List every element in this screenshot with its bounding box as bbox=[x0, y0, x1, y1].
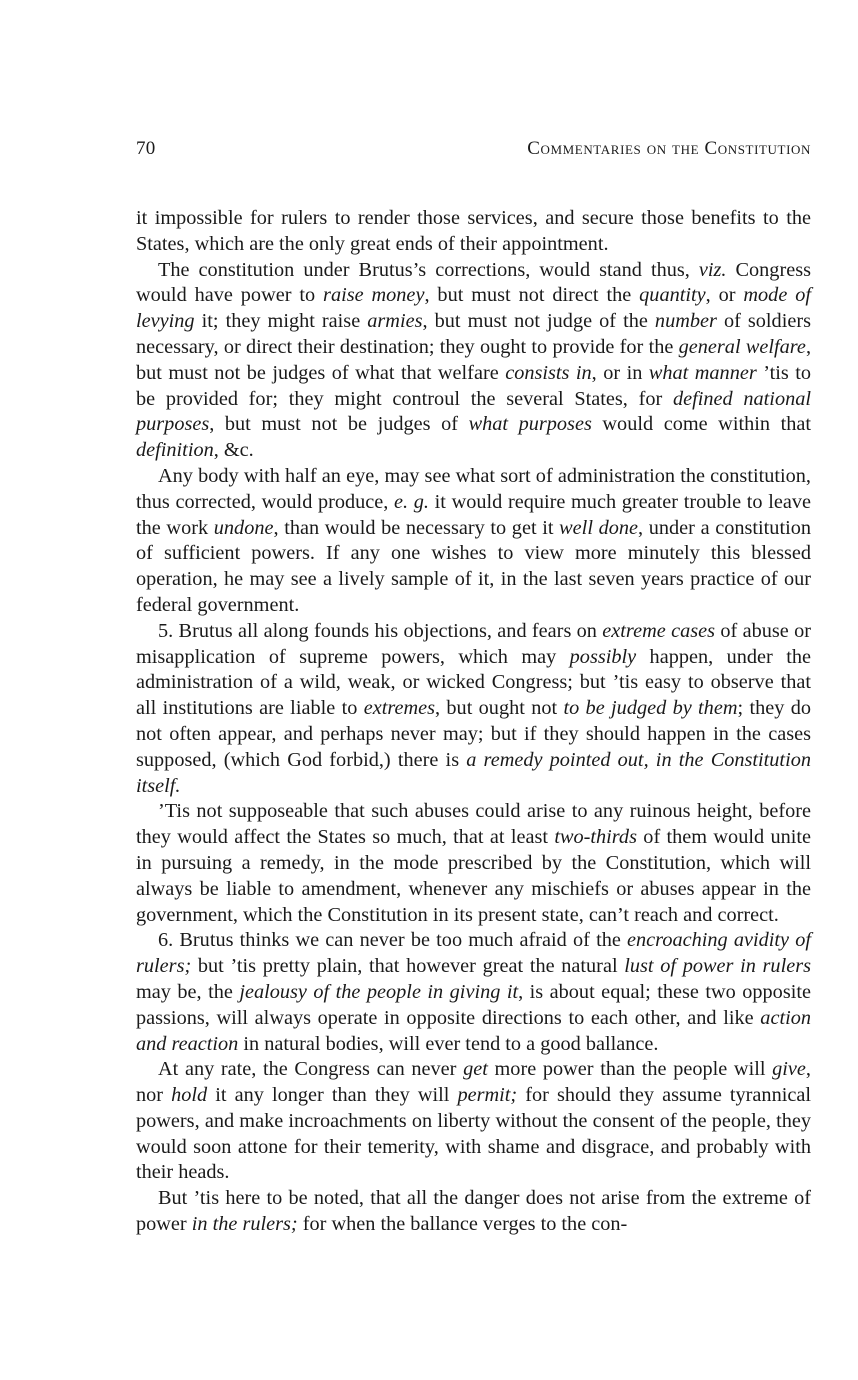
text-run: but ’tis pretty plain, that however great the natural bbox=[191, 955, 625, 978]
text-run: , but must not judge of the bbox=[422, 310, 655, 333]
italic-text: what purposes bbox=[468, 413, 592, 436]
italic-text: in the rulers; bbox=[191, 1213, 298, 1236]
paragraph bbox=[136, 928, 811, 1057]
italic-text: extremes bbox=[363, 697, 436, 720]
italic-text: undone bbox=[213, 516, 274, 539]
italic-text: action and reaction bbox=[136, 1006, 811, 1055]
italic-text: possibly bbox=[569, 645, 637, 668]
text-run: , or in bbox=[591, 361, 649, 384]
text-run: The constitution under Brutus’s corrections, would stand thus, bbox=[158, 258, 699, 281]
italic-text: e. g. bbox=[394, 490, 429, 513]
text-run: it; they might raise bbox=[194, 310, 368, 333]
running-title: Commentaries on the Constitution bbox=[527, 138, 811, 159]
text-run: 5. Brutus all along founds his objections, and fears on bbox=[158, 619, 603, 642]
text-run: would come within that bbox=[591, 413, 811, 436]
text-run: But ’tis here to be noted, that all the danger does not arise from the extreme of power bbox=[136, 1187, 811, 1236]
italic-text: a remedy pointed out, in the Constitution itself. bbox=[136, 748, 811, 797]
text-run: , is about equal; these two opposite passions, will always operate in opposite directions to each other, and like bbox=[136, 980, 811, 1029]
text-run: ’Tis not supposeable that such abuses could arise to any ruinous height, before they would affect the States so much, that at least bbox=[136, 800, 811, 849]
italic-text: mode of levying bbox=[136, 284, 811, 333]
body-text bbox=[136, 206, 811, 1238]
text-run: , but must not be judges of bbox=[209, 413, 469, 436]
text-run: for should they assume tyrannical powers, and make incroachments on liberty without the consent of the people, they would soon attone for their temerity, with shame and disgrace, and probably with their heads. bbox=[136, 1084, 811, 1184]
italic-text: encroaching avidity of rulers; bbox=[136, 929, 811, 978]
italic-text: hold bbox=[171, 1084, 208, 1107]
paragraph bbox=[136, 619, 811, 800]
paragraph bbox=[136, 799, 811, 928]
page-number: 70 bbox=[136, 138, 156, 159]
italic-text: get bbox=[463, 1058, 488, 1081]
text-run: , but ought not bbox=[435, 697, 564, 720]
text-run: it would require much greater trouble to leave the work bbox=[136, 490, 812, 539]
text-run: Any body with half an eye, may see what sort of administration the constitution, thus corrected, would produce, bbox=[136, 464, 811, 513]
italic-text: armies bbox=[367, 310, 423, 333]
text-run: of soldiers necessary, or direct their destination; they ought to provide for the bbox=[136, 310, 811, 358]
italic-text: viz. bbox=[698, 258, 727, 281]
italic-text: defined national purposes bbox=[136, 387, 811, 436]
text-run: happen, under the administration of a wild, weak, or wicked Congress; but ’tis easy to observe that all institutions are liable to bbox=[136, 645, 811, 720]
italic-text: quantity bbox=[639, 284, 706, 307]
text-run: in natural bodies, will ever tend to a good ballance. bbox=[238, 1032, 659, 1055]
text-run: of them would unite in pursuing a remedy, in the mode prescribed by the Constitution, which will always be liable to amendment, whenever any mischiefs or abuses appear in the government, which the Constitution in its present state, can’t reach and correct. bbox=[136, 826, 811, 926]
running-head bbox=[136, 138, 811, 168]
text-run: , nor bbox=[136, 1058, 811, 1107]
book-page bbox=[136, 138, 811, 1238]
text-run: , under a constitution of sufficient powers. If any one wishes to view more minutely this blessed operation, he may see a lively sample of it, in the last seven years practice of our federal government. bbox=[136, 516, 811, 616]
text-run: ’tis to be provided for; they might controul the several States, for bbox=[136, 361, 812, 410]
italic-text: number bbox=[654, 310, 717, 333]
text-run: , but must not direct the bbox=[424, 284, 640, 307]
text-run: more power than the people will bbox=[487, 1058, 773, 1081]
text-run: it impossible for rulers to render those services, and secure those benefits to the States, which are the only great ends of their appointment. bbox=[136, 207, 811, 255]
paragraph bbox=[136, 464, 811, 619]
italic-text: lust of power in rulers bbox=[624, 955, 811, 978]
italic-text: definition bbox=[136, 439, 214, 462]
text-run: , or bbox=[705, 284, 744, 307]
paragraph bbox=[136, 1186, 811, 1238]
paragraph bbox=[136, 206, 811, 258]
italic-text: to be judged by them bbox=[563, 697, 738, 720]
italic-text: two-thirds bbox=[554, 826, 637, 849]
text-run: 6. Brutus thinks we can never be too much afraid of the bbox=[158, 929, 628, 952]
italic-text: consists in bbox=[505, 361, 592, 384]
paragraph bbox=[136, 258, 811, 464]
italic-text: general welfare bbox=[678, 335, 806, 358]
text-run: , than would be necessary to get it bbox=[273, 516, 560, 539]
text-run: Congress would have power to bbox=[136, 258, 811, 307]
text-run: At any rate, the Congress can never bbox=[158, 1058, 464, 1081]
paragraph bbox=[136, 1057, 811, 1186]
text-run: of abuse or misapplication of supreme powers, which may bbox=[136, 619, 811, 668]
text-run: , &c. bbox=[213, 439, 254, 462]
italic-text: extreme cases bbox=[602, 619, 715, 642]
italic-text: raise money bbox=[323, 284, 425, 307]
text-run: , but must not be judges of what that welfare bbox=[136, 335, 812, 384]
italic-text: give bbox=[772, 1058, 806, 1081]
italic-text: well done bbox=[559, 516, 639, 539]
text-run: ; they do not often appear, and perhaps never may; but if they should happen in the cases supposed, (which God forbid,) there is bbox=[136, 697, 811, 771]
text-run: may be, the bbox=[136, 980, 240, 1003]
italic-text: jealousy of the people in giving it bbox=[239, 980, 519, 1003]
italic-text: what manner bbox=[648, 361, 757, 384]
italic-text: permit; bbox=[457, 1084, 518, 1107]
text-run: it any longer than they will bbox=[207, 1084, 458, 1107]
text-run: for when the ballance verges to the con- bbox=[297, 1213, 628, 1236]
